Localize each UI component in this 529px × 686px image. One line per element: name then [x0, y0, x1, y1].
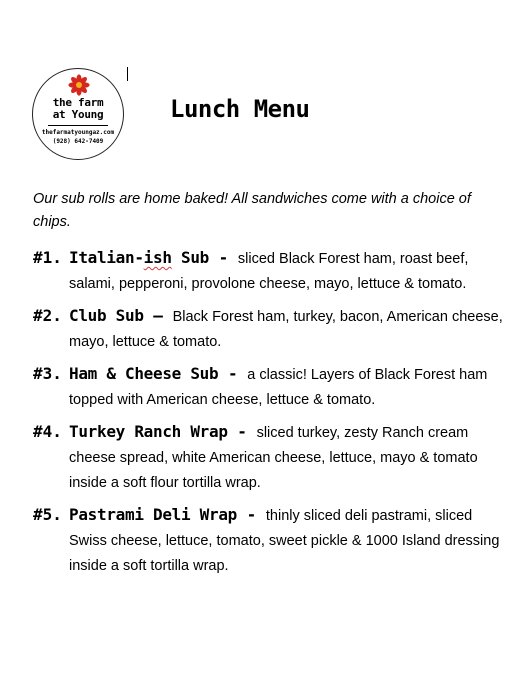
item-number: #3. — [33, 364, 62, 383]
item-name: Club Sub — [69, 306, 144, 325]
item-number: #2. — [33, 306, 62, 325]
farm-logo — [32, 68, 124, 160]
item-name: Ham & Cheese Sub — [69, 364, 219, 383]
text-cursor — [127, 67, 128, 81]
item-number: #4. — [33, 422, 62, 441]
item-separator: – — [143, 306, 173, 325]
item-separator: - — [237, 505, 266, 524]
item-separator: - — [209, 248, 238, 267]
item-name: Pastrami Deli Wrap — [69, 505, 237, 524]
intro-text: Our sub rolls are home baked! All sandwiches come with a choice of chips. — [33, 191, 471, 230]
logo-website: thefarmatyoungaz.com — [41, 129, 115, 136]
logo-phone: (928) 642-7409 — [52, 138, 104, 145]
item-description: sliced Black Forest ham, roast beef, salami, pepperoni, provolone cheese, mayo, lettuce & tomato. — [69, 251, 469, 292]
item-description: thinly sliced deli pastrami, sliced Swiss cheese, lettuce, tomato, sweet pickle & 1000 Island dressing inside a soft tortilla wrap. — [69, 508, 500, 574]
item-description: a classic! Layers of Black Forest ham topped with American cheese, lettuce & tomato. — [69, 367, 488, 408]
item-name: Turkey Ranch Wrap — [69, 422, 228, 441]
menu-list — [33, 245, 508, 579]
item-description: sliced turkey, zesty Ranch cream cheese spread, white American cheese, lettuce, mayo & tomato inside a soft flour tortilla wrap. — [69, 425, 478, 491]
menu-item — [33, 361, 508, 413]
item-separator: - — [218, 364, 248, 383]
logo-name-line1: the farm — [52, 96, 104, 109]
item-number: #5. — [33, 505, 62, 524]
menu-item — [33, 502, 508, 579]
logo-name-line2: at Young — [52, 108, 104, 121]
page-title: Lunch Menu — [170, 95, 310, 123]
menu-item — [33, 419, 508, 496]
flower-icon — [68, 74, 90, 96]
item-number: #1. — [33, 248, 62, 267]
spellcheck-flagged-word: ish — [143, 248, 172, 267]
menu-item — [33, 245, 508, 297]
logo-name — [33, 97, 123, 121]
item-name-part: Sub — [171, 248, 210, 267]
item-separator: - — [227, 422, 257, 441]
item-name-part: Italian- — [69, 248, 144, 267]
item-description: Black Forest ham, turkey, bacon, American cheese, mayo, lettuce & tomato. — [69, 309, 503, 350]
item-name — [69, 248, 209, 267]
menu-item — [33, 303, 508, 355]
logo-divider — [48, 125, 108, 126]
flower-center — [76, 82, 82, 88]
